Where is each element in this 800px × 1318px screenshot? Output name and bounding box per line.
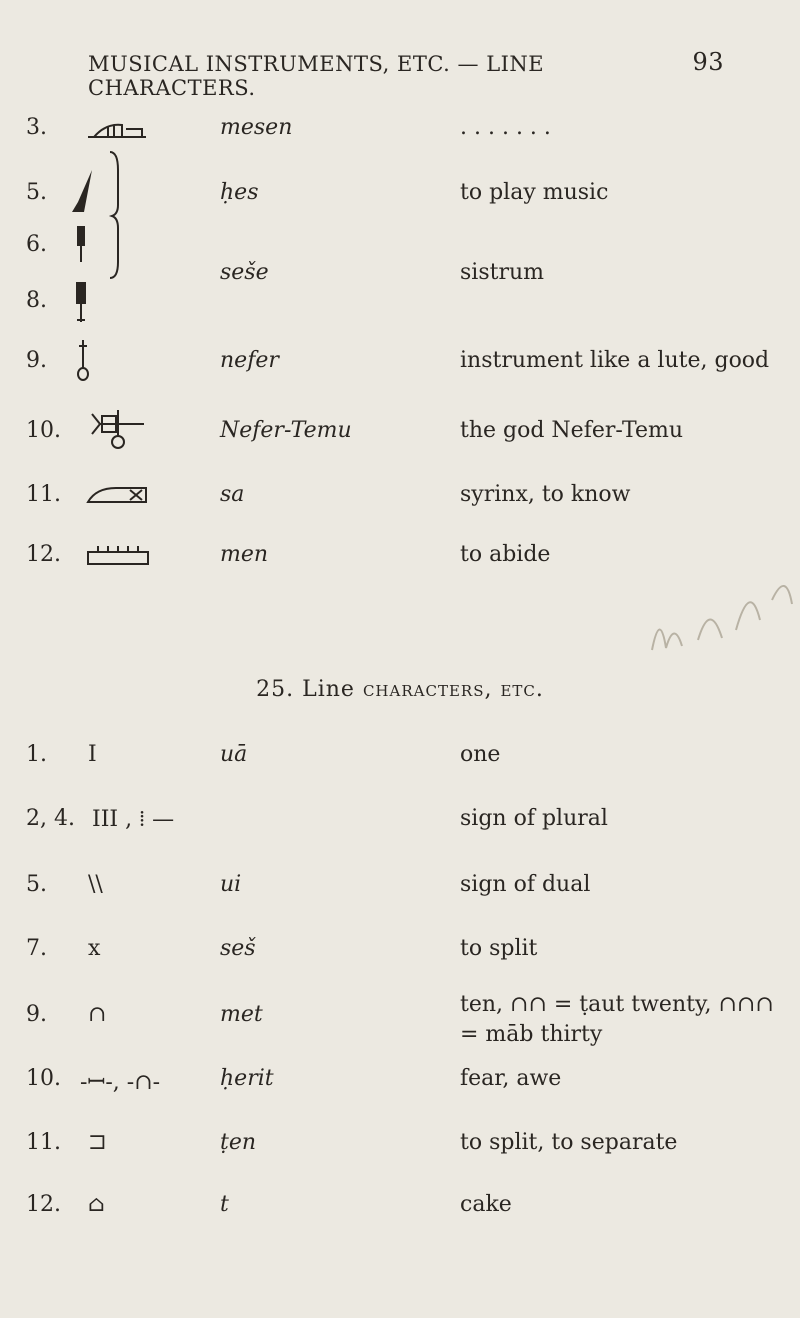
- entry-row: [0, 418, 800, 458]
- transliteration: Nefer-Temu: [220, 418, 352, 443]
- running-header: [88, 48, 724, 100]
- nefer-glyph: [76, 338, 90, 382]
- transliteration: ḥerit: [220, 1066, 274, 1091]
- section-number: 25.: [256, 677, 295, 702]
- meaning: cake: [460, 1192, 512, 1217]
- entry-row: [0, 936, 800, 976]
- meaning: sign of dual: [460, 872, 591, 897]
- entry-number: 11.: [26, 482, 61, 507]
- transliteration: uā: [220, 742, 248, 767]
- entry-number: 7.: [26, 936, 47, 961]
- entry-row: [0, 115, 800, 155]
- transliteration: met: [220, 1002, 263, 1027]
- header-title: MUSICAL INSTRUMENTS, ETC. — LINE CHARACTERS.: [88, 52, 545, 100]
- meaning: the god Nefer-Temu: [460, 418, 684, 443]
- meaning: one: [460, 742, 501, 767]
- meaning: sistrum: [460, 260, 545, 285]
- entry-row: [0, 742, 800, 782]
- syrinx-glyph: [86, 484, 148, 504]
- ten-glyph: ∩: [88, 1002, 107, 1027]
- entry-number: 9.: [26, 1002, 47, 1027]
- entry-row: [0, 348, 800, 388]
- meaning: to split: [460, 936, 538, 961]
- nefer-temu-glyph: [86, 406, 150, 452]
- entry-number: 2, 4.: [26, 806, 75, 831]
- entry-number: 5.: [26, 872, 47, 897]
- entry-row: [0, 992, 800, 1052]
- ten-split-glyph: ⊐: [88, 1130, 107, 1155]
- entry-row: [0, 1192, 800, 1232]
- plural-glyph: III , ⁞ —: [92, 807, 175, 832]
- entry-number: 1.: [26, 742, 47, 767]
- dual-glyph: \\: [88, 872, 103, 897]
- transliteration: mesen: [220, 115, 293, 140]
- entry-row: [0, 288, 800, 328]
- sistrum-glyph: [74, 224, 88, 264]
- meaning-continued: = māb thirty: [460, 1022, 603, 1047]
- section-title-first: Line: [302, 677, 355, 702]
- transliteration: seš: [220, 936, 256, 961]
- cross-glyph: x: [88, 936, 101, 961]
- sistrum-handle-glyph: [68, 168, 98, 216]
- entry-row: [0, 482, 800, 522]
- page-number: 93: [692, 48, 724, 76]
- meaning: sign of plural: [460, 806, 608, 831]
- transliteration: ui: [220, 872, 242, 897]
- sistrum-naos-glyph: [74, 280, 88, 324]
- entry-number: 9.: [26, 348, 47, 373]
- meaning: to abide: [460, 542, 551, 567]
- transliteration: nefer: [220, 348, 279, 373]
- entry-number: 10.: [26, 1066, 61, 1091]
- entry-number: 12.: [26, 542, 61, 567]
- entry-number: 5.: [26, 180, 47, 205]
- meaning: to play music: [460, 180, 609, 205]
- transliteration: men: [220, 542, 269, 567]
- meaning: instrument like a lute, good: [460, 348, 770, 373]
- entry-number: 6.: [26, 232, 47, 257]
- meaning: ten, ∩∩ = ṭaut twenty, ∩∩∩: [460, 992, 774, 1017]
- entry-row: [0, 1066, 800, 1106]
- meaning: to split, to separate: [460, 1130, 678, 1155]
- handwritten-mark-icon: [640, 560, 800, 660]
- transliteration: ḥes: [220, 180, 259, 205]
- entry-number: 11.: [26, 1130, 61, 1155]
- section-title: [0, 677, 800, 702]
- herit-glyph: -ꟷ-, -∩-: [80, 1070, 161, 1095]
- harp-glyph: [86, 119, 150, 141]
- entry-row: [0, 872, 800, 912]
- stroke-glyph: I: [88, 742, 97, 767]
- entry-row: [0, 1130, 800, 1170]
- transliteration: ṭen: [220, 1130, 257, 1155]
- cake-glyph: ⌂: [88, 1192, 105, 1217]
- meaning: . . . . . . .: [460, 115, 551, 140]
- draughtboard-glyph: [86, 544, 150, 566]
- section-title-rest: characters, etc.: [362, 677, 544, 702]
- entry-number: 3.: [26, 115, 47, 140]
- meaning: fear, awe: [460, 1066, 562, 1091]
- entry-number: 10.: [26, 418, 61, 443]
- transliteration: sa: [220, 482, 245, 507]
- transliteration: seše: [220, 260, 269, 285]
- entry-number: 8.: [26, 288, 47, 313]
- entry-row: [0, 806, 800, 846]
- entry-number: 12.: [26, 1192, 61, 1217]
- transliteration: t: [220, 1192, 229, 1217]
- meaning: syrinx, to know: [460, 482, 631, 507]
